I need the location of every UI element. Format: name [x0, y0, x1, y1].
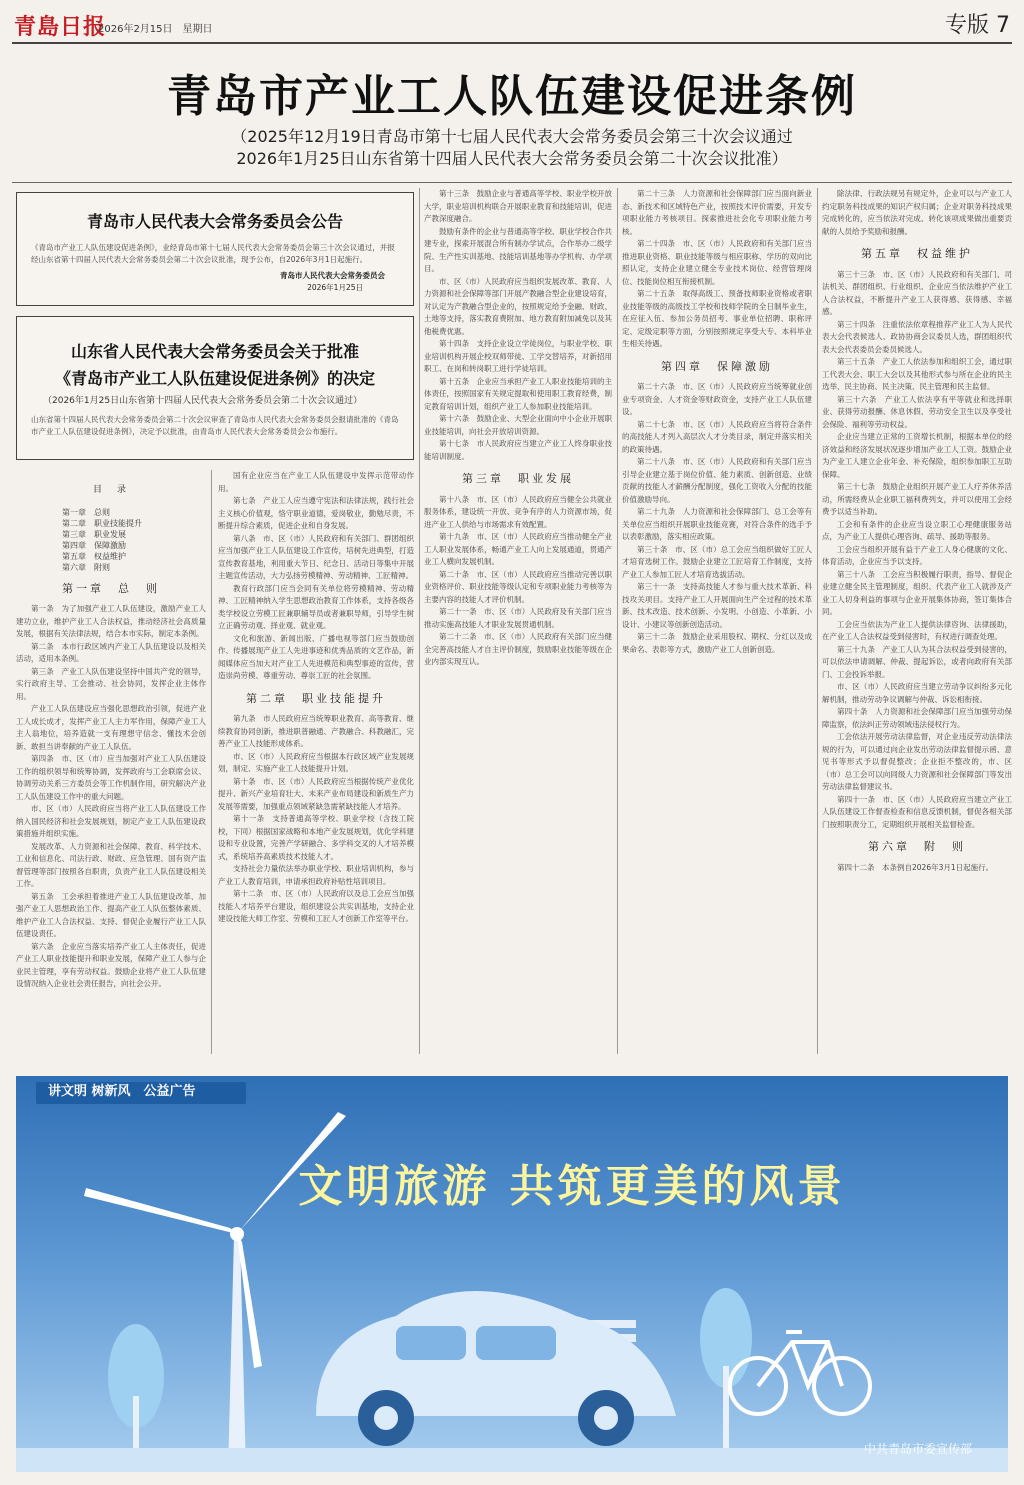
column-rule: [211, 470, 212, 1054]
article: 第十三条 鼓励企业与普通高等学校、职业学校开放大学，职业培训机构联合开展职业教育和技能培训，促进产教深度融合。: [424, 189, 612, 223]
chapter-heading: 第一章 总 则: [62, 581, 160, 595]
article: 工会应当依法为产业工人提供法律咨询、法律援助，在产业工人合法权益受到侵害时，有权进行调查处理。: [822, 619, 1012, 641]
article: 第二条 本市行政区域内产业工人队伍建设以及相关活动，适用本条例。: [16, 641, 206, 663]
notice-box: [16, 192, 414, 306]
notice-date: 2026年1月25日: [307, 283, 363, 292]
article: 第二十七条 市、区（市）人民政府应当将符合条件的高技能人才列入高层次人才分类目录，制定并落实相关的政策待遇。: [622, 419, 812, 454]
notice-title: 青岛市人民代表大会常务委员会公告: [86, 212, 343, 231]
article: 教育行政部门应当会同有关单位将劳模精神、劳动精神、工匠精神纳入学生思想政治教育工作体系，支持各级各类学校设立劳模工匠兼职辅导员或者兼职导师，引导学生树立正确劳动观、择业观、就业观。: [218, 583, 414, 630]
article: 第四十一条 市、区（市）人民政府应当建立产业工人队伍建设工作督查检查和信息反馈机制，督促各相关部门按照职责分工，定期组织开展相关监督检查。: [822, 794, 1012, 829]
article: 工会依法开展劳动法律监督，对企业违反劳动法律法规的行为，可以通过向企业发出劳动法律监督提示函、意见书等形式予以督促整改；企业拒不整改的，市、区（市）总工会可以向同级人力资源和社会保障部门等发出劳动法律监督建议书。: [822, 732, 1012, 791]
car-icon: [316, 1291, 676, 1446]
article: 第四条 市、区（市）应当加强对产业工人队伍建设工作的组织领导和统筹协调，发挥政府与工会联席会议、协调劳动关系三方委员会等工作机制作用，研究解决产业工人队伍建设工作中的重大问题。: [16, 754, 206, 801]
article: 第二十条 市、区（市）人民政府应当推动完善以职业资格评价、职业技能等级认定和专项职业能力考核等为主要内容的技能人才评价机制。: [424, 569, 612, 604]
decision-subtitle: （2026年1月25日山东省第十四届人民代表大会常务委员会第二十次会议通过）: [43, 396, 363, 406]
chapter-heading: 第二章 职业技能提升: [246, 691, 386, 705]
ad-slogan: 文明旅游 共筑更美的风景: [298, 1161, 846, 1212]
article: 市、区（市）人民政府应当根据本行政区域产业发展规划，制定、实施产业工人技能提升计划。: [218, 751, 414, 773]
article: 第十五条 企业应当承担产业工人职业技能培训的主体责任，按照国家有关规定提取和使用职工教育经费，制定教育培训计划，组织产业工人参加职业技能培训。: [424, 376, 612, 411]
toc-item: 第四章 保障激励: [62, 540, 126, 550]
article: 第三十七条 鼓励企业组织开展产业工人疗养休养活动，所需经费从企业职工福利费列支，并可以使用工会经费予以适当补助。: [822, 482, 1012, 516]
article: 市、区（市）人民政府应当将产业工人队伍建设工作纳入国民经济和社会发展规划，制定产业工人队伍建设政策措施并组织实施。: [16, 804, 206, 838]
public-service-ad: [16, 1076, 1008, 1472]
article: 第十一条 支持普通高等学校、职业学校（含技工院校，下同）根据国家战略和本地产业发展规划，优化学科建设和专业设置，完善产学研融合、多学科交叉的人才培养模式，系统培养高素质技术技能人才。: [218, 814, 414, 861]
article: 第十四条 支持企业设立学徒岗位，与职业学校、职业培训机构开展企校双师带徒、工学交替培养，对新招用职工、在岗和转岗职工进行学徒培训。: [424, 339, 612, 373]
article: 除法律、行政法规另有规定外，企业可以与产业工人约定职务科技成果的知识产权归属；企业对职务科技成果完成转化的，应当依法对完成、转化该项成果做出重要贡献的人员给予奖励和报酬。: [822, 189, 1012, 236]
article: 第二十二条 市、区（市）人民政府有关部门应当健全完善高技能人才自主评价制度，鼓励职业技能等级在企业内部实现互认。: [424, 632, 612, 666]
article: 第三十九条 产业工人认为其合法权益受到侵害的，可以依法申请调解、仲裁、提起诉讼，或者向政府有关部门、工会投诉举报。: [822, 644, 1012, 679]
chapter-heading: 第五章 权益维护: [861, 247, 973, 260]
article: 第二十六条 市、区（市）人民政府应当统筹就业创业专项资金、人才资金等财政资金，支持产业工人队伍建设。: [622, 382, 812, 416]
article: 市、区（市）人民政府应当建立劳动争议纠纷多元化解机制，推动劳动争议调解与仲裁、诉讼相衔接。: [822, 682, 1012, 704]
column-2: [218, 470, 414, 1054]
article: 企业应当建立正常的工资增长机制，根据本单位的经济效益和经济发展状况逐步增加产业工人工资。鼓励企业为产业工人建立企业年金、补充保险，组织参加职工互助保障。: [822, 432, 1012, 479]
notice-org: 青岛市人民代表大会常务委员会: [280, 271, 385, 280]
article: 第三十二条 鼓励企业采用股权、期权、分红以及成果命名、表彰等方式，激励产业工人创新创造。: [622, 632, 812, 654]
chapter-heading: 第三章 职业发展: [462, 472, 574, 485]
article: 第三条 产业工人队伍建设坚持中国共产党的领导，实行政府主导、工会推动、社会协同，发挥企业主体作用。: [16, 666, 206, 701]
article: 第十二条 市、区（市）人民政府以及总工会应当加强技能人才培养平台建设，组织建设公共实训基地，支持企业建设技能大师工作室、劳模和工匠人才创新工作室等平台。: [218, 889, 414, 923]
article: 第十六条 鼓励企业、大型企业面向中小企业开展职业技能培训，向社会开放培训资源。: [424, 414, 612, 436]
ad-tag: 讲文明 树新风 公益广告: [48, 1084, 196, 1099]
article: 第三十一条 支持高技能人才参与重大技术革新、科技攻关项目。支持产业工人开展面向生产全过程的技术革新、技术改造、技术创新、小发明、小创造、小革新、小设计、小建议等创新创造活动。: [622, 582, 812, 629]
newspaper-logo: 青島日报: [14, 14, 107, 40]
subtitle-line-2: 2026年1月25日山东省第十四届人民代表大会常务委员会第二十次会议批准）: [236, 149, 788, 168]
toc-item: 第一章 总则: [62, 507, 110, 517]
article: 第十九条 市、区（市）人民政府应当推动健全产业工人职业发展体系，畅通产业工人向上发展通道，贯通产业工人横向发展机制。: [424, 532, 612, 566]
article: 第三十八条 工会应当积极履行职责，指导、督促企业建立健全民主管理制度，组织、代表产业工人就涉及产业工人切身利益的事项与企业开展集体协商，签订集体合同。: [822, 569, 1012, 616]
column-1: [16, 470, 206, 1054]
toc-item: 第五章 权益维护: [62, 551, 126, 561]
chapter-heading: 第六章 附 则: [868, 840, 966, 853]
title-divider: [12, 182, 1012, 183]
article: 鼓励有条件的企业与普通高等学校、职业学校合作共建专业，探索开展混合所有制办学试点，合作举办二级学院、生产性实训基地、技能培训基地等办学机构、办学项目。: [424, 226, 612, 273]
article: 第二十一条 市、区（市）人民政府及有关部门应当推动实施高技能人才职业发展贯通机制。: [424, 607, 612, 629]
notice-body: 《青岛市产业工人队伍建设促进条例》，业经青岛市第十七届人民代表大会常务委员会第三十次会议通过，并报经山东省第十四届人民代表大会常务委员会第二十次会议批准，现予公布，自2026年3月1日起施行。: [31, 243, 395, 264]
section-label: 专版 7: [945, 13, 1010, 38]
ad-illustration: [16, 1076, 1008, 1472]
article: 第十七条 市人民政府应当建立产业工人终身职业技能培训制度。: [424, 439, 612, 461]
toc-item: 第三章 职业发展: [62, 529, 126, 539]
ad-sponsor: 中共青岛市委宣传部: [863, 1442, 972, 1456]
article: 第一条 为了加强产业工人队伍建设，激励产业工人建功立业，维护产业工人合法权益，推动经济社会高质量发展，根据有关法律法规，结合本市实际，制定本条例。: [16, 604, 206, 638]
toc-item: 第六章 附则: [62, 562, 110, 572]
article: 第十八条 市、区（市）人民政府应当健全公共就业服务体系，建设统一开放、竞争有序的人力资源市场，促进产业工人供给与市场需求有效配置。: [424, 494, 612, 529]
header-divider: [12, 42, 1012, 44]
article: 第三十条 市、区（市）总工会应当组织做好工匠人才培育选树工作。鼓励企业建立工匠培育工作制度，支持产业工人参加工匠人才培育选拔活动。: [622, 544, 812, 579]
column-rule: [817, 188, 818, 1054]
column-rule: [419, 188, 420, 1054]
article: 产业工人队伍建设应当强化思想政治引领，促进产业工人成长成才，发挥产业工人主力军作用，保障产业工人主人翁地位，培养造就一支有理想守信念、懂技术会创新、敢担当讲奉献的产业工人队伍。: [16, 704, 206, 751]
article: 第十条 市、区（市）人民政府应当根据传统产业优化提升、新兴产业培育壮大、未来产业布局建设和新质生产力发展等需要，加强重点领域紧缺急需紧缺技能人才培养。: [218, 776, 414, 811]
article: 国有企业应当在产业工人队伍建设中发挥示范带动作用。: [218, 471, 414, 493]
decision-body: 山东省第十四届人民代表大会常务委员会第二十次会议审查了青岛市人民代表大会常务委员会报请批准的《青岛市产业工人队伍建设促进条例》，决定予以批准，由青岛市人民代表大会常务委员会公布施行。: [31, 415, 399, 436]
article: 支持社会力量依法举办职业学校、职业培训机构，参与产业工人教育培训，申请承担政府补贴性培训项目。: [218, 864, 414, 886]
article: 第二十三条 人力资源和社会保障部门应当面向新业态、新技术和区域特色产业，按照技术评价需要，开发专项职业能力考核项目。探索推进社会化专项职业能力考核。: [622, 189, 812, 236]
ground: [16, 1448, 1008, 1472]
article: 第三十四条 注重依法依章程推荐产业工人为人民代表大会代表候选人、政协协商会议委员人选，群团组织代表大会代表委员会委员候选人。: [822, 319, 1012, 354]
column-3: [424, 188, 612, 1054]
tree-icon: [700, 1288, 752, 1472]
article: 第二十五条 取得高级工、预备技师职业资格或者职业技能等级的高级技工学校和技师学院的全日制毕业生，在应征入伍、参加公务员招考、事业单位招聘、职称评定、定级定职等方面，分别按照规定享受大专、本科毕业生相关待遇。: [622, 289, 812, 348]
article: 第二十四条 市、区（市）人民政府和有关部门应当推进职业资格、职业技能等级与相应职称、学历的双向比照认定，支持企业建立健全专业技术岗位、经营管理岗位、技能岗位相互衔接机制。: [622, 239, 812, 286]
decision-title-2: 《青岛市产业工人队伍建设促进条例》的决定: [54, 369, 375, 388]
article: 第六条 企业应当落实培养产业工人主体责任，促进产业工人职业技能提升和职业发展，保障产业工人参与企业民主管理，享有劳动权益。鼓励企业将产业工人队伍建设情况纳入企业社会责任报告，向社会公开。: [16, 941, 206, 988]
article: 第三十三条 市、区（市）人民政府和有关部门、司法机关、群团组织、行业组织、企业应当依法维护产业工人合法权益，不断提升产业工人获得感、获得感、幸福感。: [822, 269, 1012, 316]
article: 第三十五条 产业工人依法参加和组织工会，通过职工代表大会、职工大会以及其他形式参与所在企业的民主选举、民主协商、民主决策、民主管理和民主监督。: [822, 357, 1012, 391]
article: 市、区（市）人民政府应当组织发展改革、教育、人力资源和社会保障等部门开展产教融合型企业建设培育，对认定为产教融合型企业的，按照规定给予金融、财政、土地等支持，落实教育费附加、地方教育附加减免以及其他税费优惠。: [424, 276, 612, 336]
decision-box: [16, 316, 414, 460]
article: 第七条 产业工人应当遵守宪法和法律法规，践行社会主义核心价值观，恪守职业道德，爱岗敬业，勤勉尽责，不断提升综合素质，促进企业和自身发展。: [218, 496, 414, 530]
article: 文化和旅游、新闻出版、广播电视等部门应当鼓励创作、传播展现产业工人先进事迹和优秀品质的文艺作品，新闻媒体应当加大对产业工人先进模范和典型事迹的宣传，营造崇尚劳模、尊重劳动、尊崇工匠的社会氛围。: [218, 633, 414, 680]
article: 第四十条 人力资源和社会保障部门应当加强劳动保障监察，依法纠正劳动领域违法侵权行为。: [822, 707, 1012, 729]
column-rule: [617, 188, 618, 1054]
article: 第四十二条 本条例自2026年3月1日起施行。: [837, 862, 994, 872]
article: 工会应当组织开展有益于产业工人身心健康的文化、体育活动，企业应当予以支持。: [822, 544, 1012, 566]
table-of-contents: [16, 507, 206, 573]
article: 第五条 工会承担着推进产业工人队伍建设改革、加强产业工人思想政治工作、提高产业工人队伍整体素质、维护产业工人合法权益、支持、督促企业履行产业工人队伍建设责任。: [16, 891, 206, 938]
article: 第二十八条 市、区（市）人民政府和有关部门应当引导企业建立基于岗位价值、能力素质、创新创造、业绩贡献的技能人才薪酬分配制度，强化工资收入分配的技能价值激励导向。: [622, 457, 812, 504]
article: 第九条 市人民政府应当统筹职业教育、高等教育、继续教育协同创新，推进职普融通、产教融合、科教融汇，完善产业工人技能形成体系。: [218, 714, 414, 748]
toc-heading: 目 录: [92, 485, 129, 495]
subtitle-line-1: （2025年12月19日青岛市第十七届人民代表大会常务委员会第三十次会议通过: [231, 127, 793, 146]
article: 第八条 市、区（市）人民政府和有关部门、群团组织应当加强产业工人队伍建设工作宣传，培树先进典型，打造宣传教育基地，利用重大节日、纪念日、活动日等集中开展主题宣传活动，大力弘扬劳模精神、劳动精神、工匠精神。: [218, 533, 414, 580]
issue-date: 2026年2月15日 星期日: [98, 24, 213, 35]
chapter-heading: 第四章 保障激励: [661, 359, 773, 373]
decision-title-1: 山东省人民代表大会常务委员会关于批准: [70, 342, 359, 361]
article: 发展改革、人力资源和社会保障、教育、科学技术、工业和信息化、司法行政、财政、应急管理、国有资产监督管理等部门按照各自职责，负责产业工人队伍建设相关工作。: [16, 841, 206, 888]
article: 第二十九条 人力资源和社会保障部门、总工会等有关单位应当组织开展职业技能竞赛，对符合条件的选手予以表彰激励，落实相应政策。: [622, 507, 812, 541]
column-5: [822, 188, 1012, 1054]
column-4: [622, 188, 812, 1054]
article: 第三十六条 产业工人依法享有平等就业和选择职业、获得劳动报酬、休息休假、劳动安全卫生以及享受社会保险、福利等劳动权益。: [822, 394, 1012, 429]
article: 工会和有条件的企业应当设立职工心理健康服务站点，为产业工人提供心理咨询、疏导、援助等服务。: [822, 519, 1012, 541]
page-title: 青岛市产业工人队伍建设促进条例: [167, 71, 857, 122]
toc-item: 第二章 职业技能提升: [62, 518, 142, 528]
